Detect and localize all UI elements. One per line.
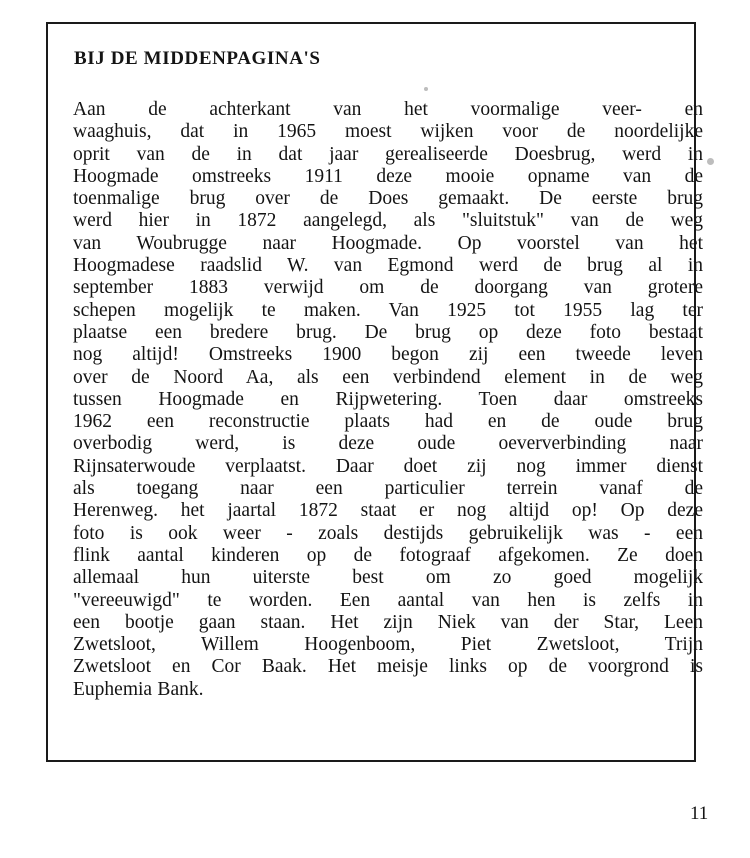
body-line: allemaal hun uiterste best om zo goed mogelijk bbox=[73, 567, 703, 589]
body-line: 1962 een reconstructie plaats had en de oude brug bbox=[73, 411, 703, 433]
body-line: oprit van de in dat jaar gerealiseerde Doesbrug, werd in bbox=[73, 143, 703, 165]
body-line: van Woubrugge naar Hoogmade. Op voorstel van het bbox=[73, 232, 703, 254]
article-heading: BIJ DE MIDDENPAGINA'S bbox=[74, 48, 321, 69]
body-line: Aan de achterkant van het voormalige veer- en bbox=[73, 99, 703, 120]
body-line: toenmalige brug over de Does gemaakt. De eerste brug bbox=[73, 188, 703, 210]
body-line: "vereeuwigd" te worden. Een aantal van hen is zelfs in bbox=[73, 589, 703, 611]
body-line: Rijnsaterwoude verplaatst. Daar doet zij nog immer dienst bbox=[73, 455, 703, 477]
page-number: 11 bbox=[690, 803, 709, 824]
article-body bbox=[73, 99, 703, 701]
body-line: een bootje gaan staan. Het zijn Niek van der Star, Leen bbox=[73, 611, 703, 633]
body-line: plaatse een bredere brug. De brug op deze foto bestaat bbox=[73, 321, 703, 343]
body-line: tussen Hoogmade en Rijpwetering. Toen daar omstreeks bbox=[73, 388, 703, 410]
body-line: Hoogmadese raadslid W. van Egmond werd de brug al in bbox=[73, 255, 703, 277]
body-line: Euphemia Bank. bbox=[73, 678, 204, 700]
body-line: werd hier in 1872 aangelegd, als "sluitstuk" van de weg bbox=[73, 210, 703, 232]
body-line: Hoogmade omstreeks 1911 deze mooie opname van de bbox=[73, 165, 703, 187]
body-line: foto is ook weer - zoals destijds gebruikelijk was - een bbox=[73, 522, 703, 544]
body-line: Zwetsloot, Willem Hoogenboom, Piet Zwetsloot, Trijn bbox=[73, 634, 703, 656]
body-line: over de Noord Aa, als een verbindend element in de weg bbox=[73, 366, 703, 388]
body-line: waaghuis, dat in 1965 moest wijken voor de noordelijke bbox=[73, 121, 703, 143]
scan-speck bbox=[424, 87, 428, 91]
body-line: flink aantal kinderen op de fotograaf afgekomen. Ze doen bbox=[73, 544, 703, 566]
body-line: Herenweg. het jaartal 1872 staat er nog altijd op! Op deze bbox=[73, 500, 703, 522]
body-line: schepen mogelijk te maken. Van 1925 tot 1955 lag ter bbox=[73, 299, 703, 321]
body-line: als toegang naar een particulier terrein vanaf de bbox=[73, 478, 703, 500]
body-line: september 1883 verwijd om de doorgang van grotere bbox=[73, 277, 703, 299]
scan-speck bbox=[707, 158, 714, 165]
body-line: overbodig werd, is deze oude oeververbinding naar bbox=[73, 433, 703, 455]
body-line: nog altijd! Omstreeks 1900 begon zij een tweede leven bbox=[73, 344, 703, 366]
body-line: Zwetsloot en Cor Baak. Het meisje links op de voorgrond is bbox=[73, 656, 703, 678]
